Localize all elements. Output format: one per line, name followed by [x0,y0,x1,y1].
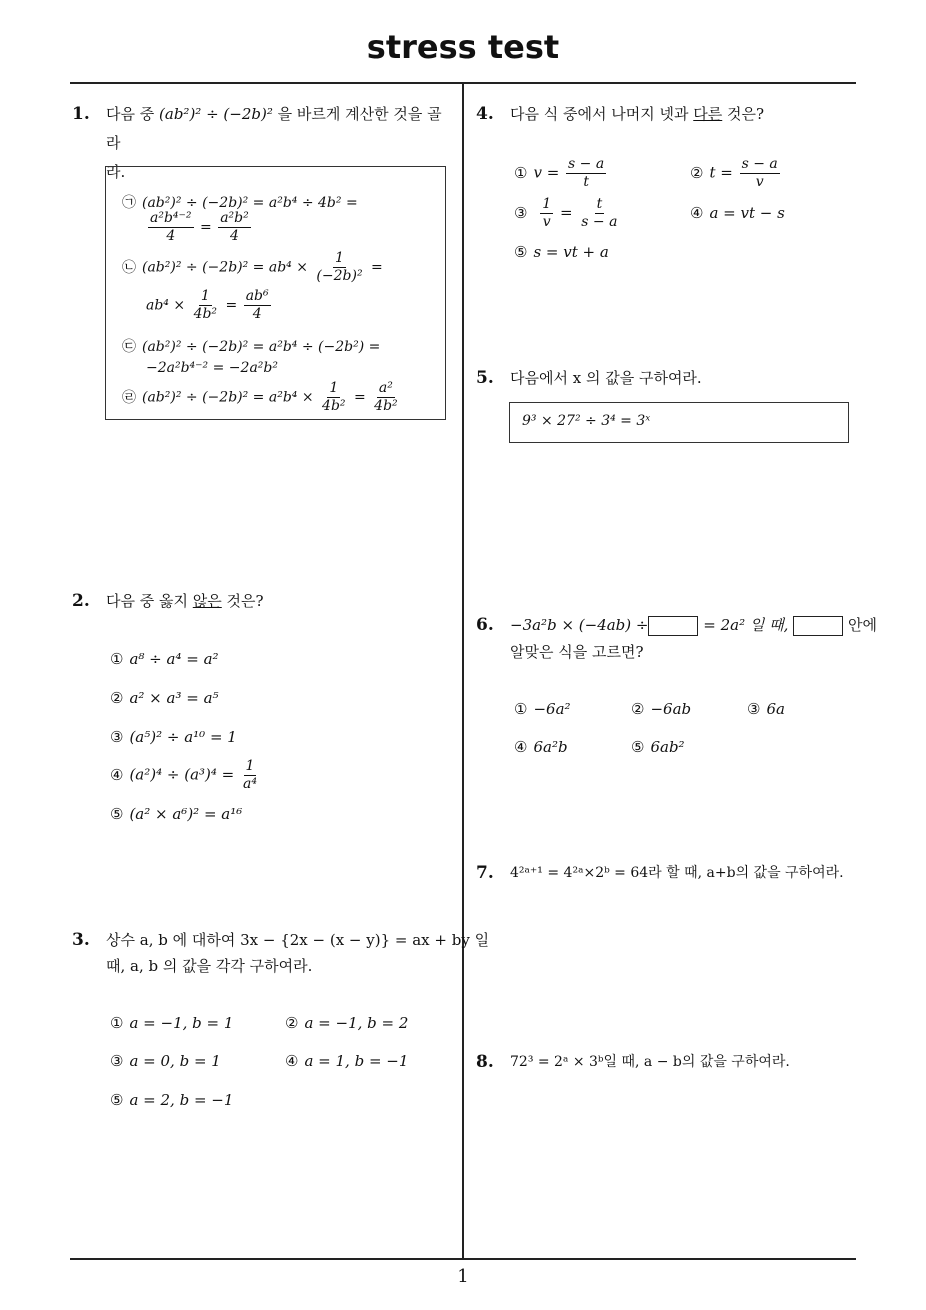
q1-text-c: 라. [106,163,126,181]
question-6-line1 [510,611,877,640]
q4-choice-3-frac-den: s − a [581,214,618,230]
q1-item-4-frac1-den: 4b² [322,398,346,414]
q2-text-b: 것은? [226,592,264,610]
q4-choice-3-frac-num: t [596,196,603,212]
q6-expr-a: −3a²b × (−4ab) ÷ [510,616,649,634]
q1-item-2-frac1-den: (−2b)² [316,268,363,284]
q6-choice-5-mark: ⑤ [631,738,645,756]
q1-item-3-mark: ㉢ [122,339,136,355]
page-number: 1 [457,1266,469,1287]
q1-item-1-frac1-den: 4 [166,228,176,244]
q2-choice-2-mark: ② [110,689,124,707]
q6-choice-5-expr: 6ab² [650,738,685,756]
q3-choice-5-mark: ⑤ [110,1091,124,1109]
question-number-7: 7. [476,863,494,883]
q6-choice-1 [514,700,571,718]
q2-choice-1-expr: a⁸ ÷ a⁴ = a² [129,650,219,668]
q6-choice-4-expr: 6a²b [533,738,568,756]
q1-item-1-frac2-den: 4 [230,228,239,244]
q4-choice-3-lhs-num: 1 [542,196,552,212]
q4-choice-1-lhs: v = [533,163,560,182]
q3-choice-3-mark: ③ [110,1052,124,1070]
q4-text-a: 다음 식 중에서 나머지 넷과 [510,105,689,123]
q6-choice-3-expr: 6a [766,700,785,718]
q1-item-2-frac3-den: 4 [252,306,262,322]
q6-blank-box-1 [648,616,698,636]
question-number-4: 4. [476,104,494,124]
q4-choice-5-mark: ⑤ [514,243,528,261]
q1-item-2-frac2-den: 4b² [193,306,218,322]
q4-choice-5-expr: s = vt + a [533,243,609,261]
q4-choice-4 [690,204,785,222]
q3-choice-1-mark: ① [110,1014,124,1032]
question-2-text [106,587,264,616]
q4-choice-1-frac-den: t [583,174,589,190]
question-6-line2: 알맞은 식을 고르면? [510,643,644,661]
q3-choice-2 [285,1014,408,1032]
q4-choice-4-expr: a = vt − s [709,204,785,222]
q2-choice-1 [110,650,219,668]
q2-choice-4-frac-num: 1 [245,758,255,774]
q3-choice-3-expr: a = 0, b = 1 [129,1052,221,1070]
q1-item-1-line2 [146,210,253,245]
q4-choice-5 [514,243,609,261]
q1-item-1-mark: ㉠ [122,195,136,211]
q3-choice-3 [110,1052,221,1070]
q1-item-2-frac1-num: 1 [335,250,344,266]
q1-item-4-line1 [122,380,402,415]
q2-choice-4-mark: ④ [110,765,124,784]
q6-choice-3-mark: ③ [747,700,761,718]
q3-choice-5-expr: a = 2, b = −1 [129,1091,234,1109]
q1-expr: (ab²)² ÷ (−2b)² [159,105,273,123]
q4-choice-2-frac-den: v [755,174,764,190]
q2-choice-1-mark: ① [110,650,124,668]
q1-item-1-frac2-num: a²b² [220,210,249,226]
q1-item-1-line1 [122,192,358,212]
q1-text-b: 을 바르게 계산한 것을 골라 [106,105,442,152]
q1-item-3-line1 [122,336,380,356]
q4-choice-3-eq: = [559,203,573,222]
q1-item-2-mark: ㉡ [122,259,136,276]
q1-item-3-expr: (ab²)² ÷ (−2b)² = a²b⁴ ÷ (−2b²) = [142,339,381,355]
q4-choice-3 [514,196,621,231]
q1-item-1-expr: (ab²)² ÷ (−2b)² = a²b⁴ ÷ 4b² = [142,195,358,211]
q2-choice-5-mark: ⑤ [110,805,124,823]
q1-item-4-expr: (ab²)² ÷ (−2b)² = a²b⁴ × [142,389,314,406]
q2-choice-3-expr: (a⁵)² ÷ a¹⁰ = 1 [129,728,237,746]
q4-text-b: 것은? [727,105,765,123]
q1-item-2-frac2-num: 1 [200,288,210,304]
question-number-6: 6. [476,615,494,635]
question-3-line2: 때, a, b 의 값을 각각 구하여라. [106,957,313,975]
question-5-text: 다음에서 x 의 값을 구하여라. [510,369,702,387]
q3-choice-5 [110,1091,233,1109]
question-number-5: 5. [476,368,494,388]
q6-choice-1-mark: ① [514,700,528,718]
q6-choice-4 [514,738,568,756]
q1-item-1-frac1-num: a²b⁴⁻² [150,210,192,226]
q6-choice-3 [747,700,785,718]
q3-choice-2-expr: a = −1, b = 2 [304,1014,409,1032]
q6-expr-b: = 2a² 일 때, [703,616,789,634]
page-title: stress test [366,28,560,66]
question-7-text: 4²ᵃ⁺¹ = 4²ᵃ×2ᵇ = 64라 할 때, a+b의 값을 구하여라. [510,865,844,881]
q6-choice-1-expr: −6a² [533,700,571,718]
q1-item-2-line1 [122,250,383,285]
q1-item-2-expr: (ab²)² ÷ (−2b)² = ab⁴ × [142,259,308,276]
q2-choice-5 [110,805,242,823]
q2-choice-4-frac-den: a⁴ [243,776,257,792]
q2-choice-2 [110,689,219,707]
q4-choice-2 [690,156,782,191]
q6-expr-c: 안에 [847,616,877,634]
q4-choice-3-mark: ③ [514,203,528,222]
bottom-rule [70,1258,856,1260]
q3-choice-4 [285,1052,408,1070]
q2-choice-4 [110,758,261,793]
question-8-text: 72³ = 2ᵃ × 3ᵇ일 때, a − b의 값을 구하여라. [510,1054,790,1070]
q1-item-2-line2-expr: ab⁴ × [146,297,186,314]
q1-item-1-eq: = [200,219,212,236]
q1-item-2-line2 [146,288,273,323]
q4-choice-1-frac-num: s − a [568,156,605,172]
q2-text-underlined: 않은 [192,592,222,610]
q6-choice-5 [631,738,685,756]
q6-choice-2-mark: ② [631,700,645,718]
q1-item-4-eq: = [353,389,366,406]
q1-text-a: 다음 중 [106,105,155,123]
q1-item-4-frac2-num: a² [378,380,393,396]
question-number-3: 3. [72,930,90,950]
q6-choice-4-mark: ④ [514,738,528,756]
q2-choice-3-mark: ③ [110,728,124,746]
q1-item-2-eq: = [225,297,238,314]
q4-choice-2-lhs: t = [709,163,733,182]
q2-choice-2-expr: a² × a³ = a⁵ [129,689,219,707]
q4-choice-4-mark: ④ [690,204,704,222]
q4-choice-1-mark: ① [514,163,528,182]
q2-text-a: 다음 중 옳지 [106,592,188,610]
q3-choice-4-mark: ④ [285,1052,299,1070]
q4-choice-3-lhs-den: v [542,214,551,230]
question-number-2: 2. [72,591,90,611]
q1-item-4-frac1-num: 1 [329,380,339,396]
q6-choice-2 [631,700,691,718]
column-divider [462,84,464,1259]
question-4-text [510,100,764,129]
q5-equation-box [509,402,849,443]
q5-equation: 9³ × 27² ÷ 3⁴ = 3ˣ [522,413,651,429]
q1-item-2-tail: = [371,259,383,276]
q1-item-4-mark: ㉣ [122,389,136,406]
q1-item-2-frac3-num: ab⁶ [245,288,269,304]
q1-item-3-line2: −2a²b⁴⁻² = −2a²b² [146,360,278,376]
q6-choice-2-expr: −6ab [650,700,692,718]
q4-choice-2-frac-num: s − a [741,156,778,172]
q4-choice-1 [514,156,608,191]
q2-choice-4-expr: (a²)⁴ ÷ (a³)⁴ = [129,765,235,784]
q2-choice-3 [110,728,237,746]
question-number-8: 8. [476,1052,494,1072]
question-3-line1: 상수 a, b 에 대하여 3x − {2x − (x − y)} = ax + by 일 [106,931,490,949]
q1-item-4-frac2-den: 4b² [374,398,398,414]
q4-choice-2-mark: ② [690,163,704,182]
q2-choice-5-expr: (a² × a⁶)² = a¹⁶ [129,805,243,823]
question-number-1: 1. [72,104,90,124]
q3-choice-4-expr: a = 1, b = −1 [304,1052,409,1070]
q3-choice-1-expr: a = −1, b = 1 [129,1014,234,1032]
q3-choice-1 [110,1014,233,1032]
q6-blank-box-2 [793,616,843,636]
q4-text-underlined: 다른 [693,105,723,123]
q3-choice-2-mark: ② [285,1014,299,1032]
